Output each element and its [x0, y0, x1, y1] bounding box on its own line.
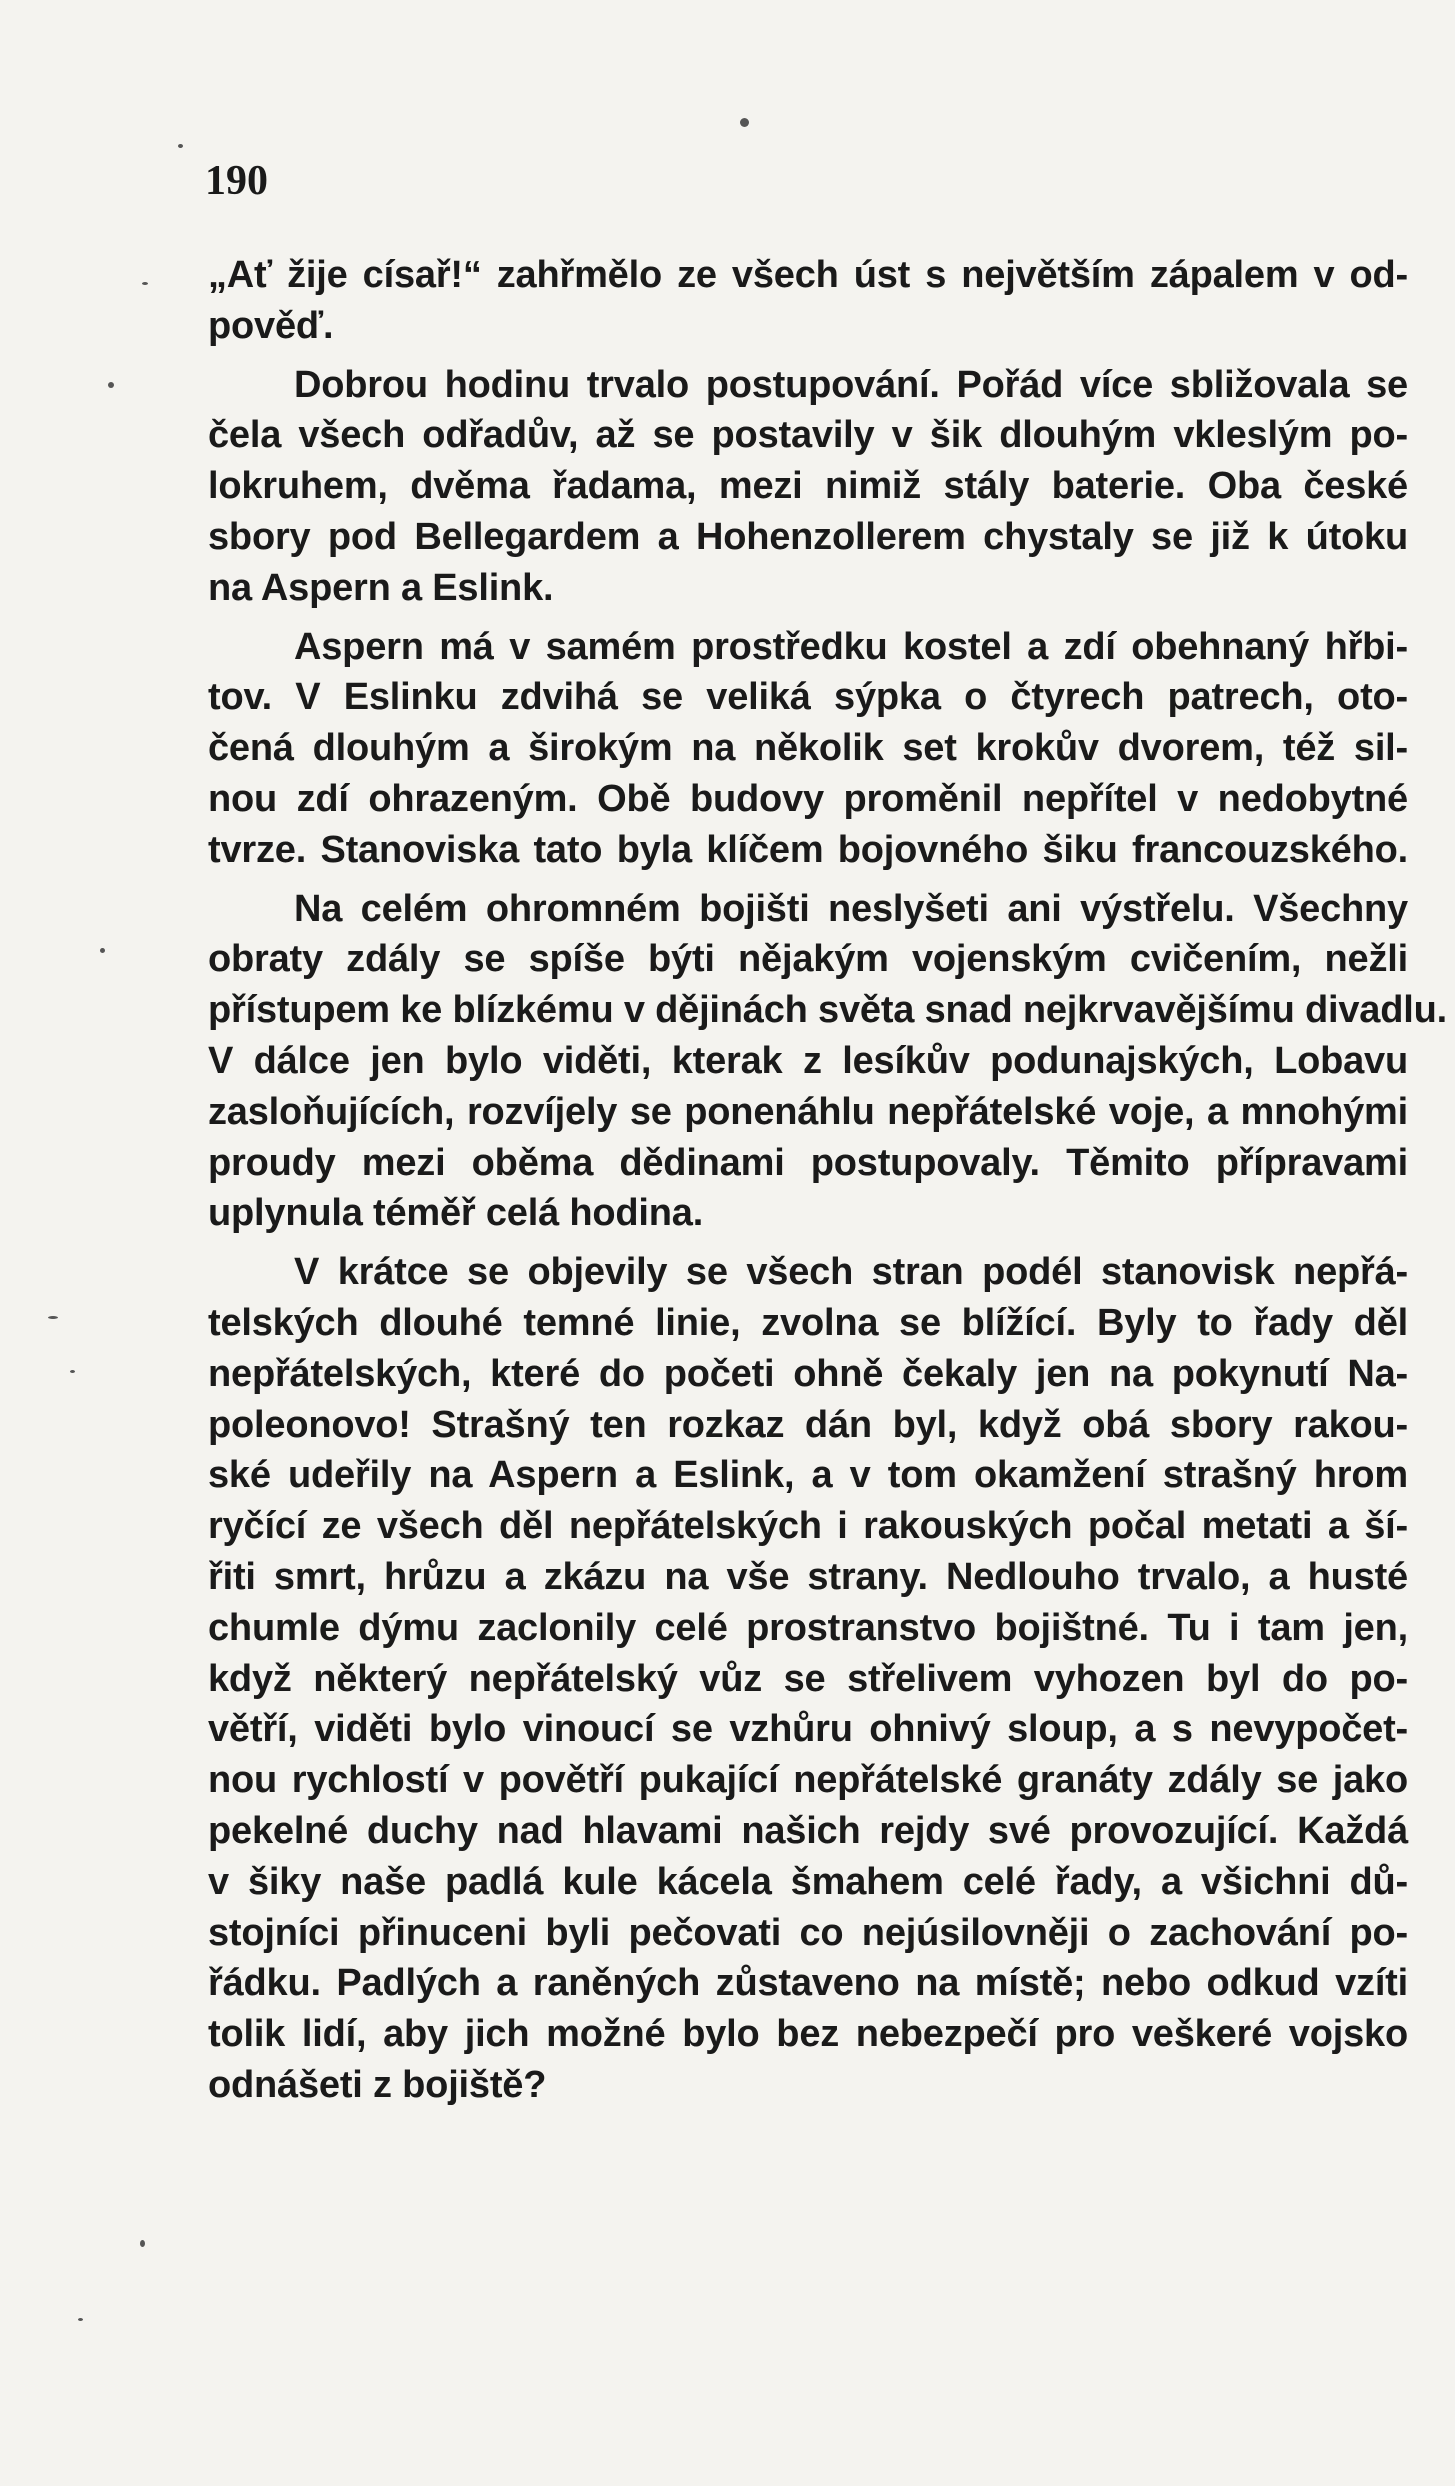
- text-line: zasloňujících, rozvíjely se ponenáhlu nepřátelské voje, a mnohými: [208, 1090, 1408, 1133]
- text-line: řiti smrt, hrůzu a zkázu na vše strany. Nedlouho trvalo, a husté: [208, 1555, 1408, 1598]
- paragraph-3: [208, 622, 1408, 876]
- text-line: tolik lidí, aby jich možné bylo bez nebezpečí pro veškeré vojsko: [208, 2013, 1408, 2056]
- text-line: V dálce jen bylo viděti, kterak z lesíkův podunajských, Lobavu: [208, 1039, 1408, 1082]
- text-line: nou rychlostí v povětří pukající nepřátelské granáty zdály se jako: [208, 1759, 1408, 1802]
- text-line: nou zdí ohrazeným. Obě budovy proměnil nepřítel v nedobytné: [208, 777, 1408, 820]
- text-line: řádku. Padlých a raněných zůstaveno na místě; nebo odkud vzíti: [208, 1962, 1408, 2005]
- scan-speck: [100, 948, 105, 953]
- scan-speck: [178, 144, 183, 148]
- page-number: 190: [205, 158, 268, 204]
- text-line: pekelné duchy nad hlavami našich rejdy své provozující. Každá: [208, 1809, 1408, 1852]
- scan-speck: [108, 382, 114, 388]
- paragraph-4: [208, 884, 1447, 1240]
- text-line: stojníci přinuceni byli pečovati co nejúsilovněji o zachování po-: [208, 1911, 1408, 1954]
- scan-speck: [142, 282, 148, 285]
- scan-speck: [70, 1370, 75, 1373]
- text-line: poleonovo! Strašný ten rozkaz dán byl, když obá sbory rakou-: [208, 1403, 1408, 1446]
- text-line: čela všech odřadův, až se postavily v šik dlouhým vkleslým po-: [208, 414, 1408, 457]
- text-line: telských dlouhé temné linie, zvolna se blížící. Byly to řady děl: [208, 1301, 1408, 1344]
- text-line: ryčící ze všech děl nepřátelských i rakouských počal metati a ší-: [208, 1505, 1408, 1548]
- scan-speck: [140, 2240, 145, 2247]
- scan-speck: [78, 2318, 83, 2321]
- text-line: tvrze. Stanoviska tato byla klíčem bojovného šiku francouzského.: [208, 828, 1408, 871]
- text-line: na Aspern a Eslink.: [208, 566, 554, 609]
- text-line: sbory pod Bellegardem a Hohenzollerem chystaly se již k útoku: [208, 515, 1408, 558]
- scan-speck: [48, 1316, 58, 1319]
- body-text: [208, 250, 1447, 2119]
- text-line: větří, viděti bylo vinoucí se vzhůru ohnivý sloup, a s nevypočet-: [208, 1708, 1408, 1751]
- text-line: chumle dýmu zaclonily celé prostranstvo bojištné. Tu i tam jen,: [208, 1606, 1408, 1649]
- text-line: ské udeřily na Aspern a Eslink, a v tom okamžení strašný hrom: [208, 1454, 1408, 1497]
- paragraph-5: [208, 1247, 1408, 2111]
- text-line: nepřátelských, které do početi ohně čekaly jen na pokynutí Na-: [208, 1352, 1408, 1395]
- text-line: obraty zdály se spíše býti nějakým vojenským cvičením, nežli: [208, 938, 1408, 981]
- text-line: Na celém ohromném bojišti neslyšeti ani výstřelu. Všechny: [294, 887, 1408, 930]
- text-line: lokruhem, dvěma řadama, mezi nimiž stály baterie. Oba české: [208, 465, 1408, 508]
- text-line: V krátce se objevily se všech stran podél stanovisk nepřá-: [294, 1251, 1408, 1294]
- paragraph-1: [208, 250, 1408, 352]
- text-line: tov. V Eslinku zdvihá se veliká sýpka o čtyrech patrech, oto-: [208, 676, 1408, 719]
- text-line: když některý nepřátelský vůz se střelivem vyhozen byl do po-: [208, 1657, 1408, 1700]
- text-line: odnášeti z bojiště?: [208, 2063, 547, 2106]
- text-line: pověď.: [208, 304, 334, 347]
- text-line: Dobrou hodinu trvalo postupování. Pořád více sbližovala se: [294, 363, 1408, 406]
- text-line: uplynula téměř celá hodina.: [208, 1192, 704, 1235]
- text-line: přístupem ke blízkému v dějinách světa snad nejkrvavějšímu divadlu.: [208, 989, 1447, 1032]
- text-line: čená dlouhým a širokým na několik set krokův dvorem, též sil-: [208, 727, 1408, 770]
- scan-speck: [740, 118, 749, 127]
- text-line: Aspern má v samém prostředku kostel a zdí obehnaný hřbi-: [294, 625, 1408, 668]
- text-line: v šiky naše padlá kule kácela šmahem celé řady, a všichni dů-: [208, 1860, 1408, 1903]
- text-line: proudy mezi oběma dědinami postupovaly. Těmito přípravami: [208, 1141, 1408, 1184]
- text-line: „Ať žije císař!“ zahřmělo ze všech úst s největším zápalem v od-: [208, 254, 1408, 296]
- paragraph-2: [208, 360, 1408, 614]
